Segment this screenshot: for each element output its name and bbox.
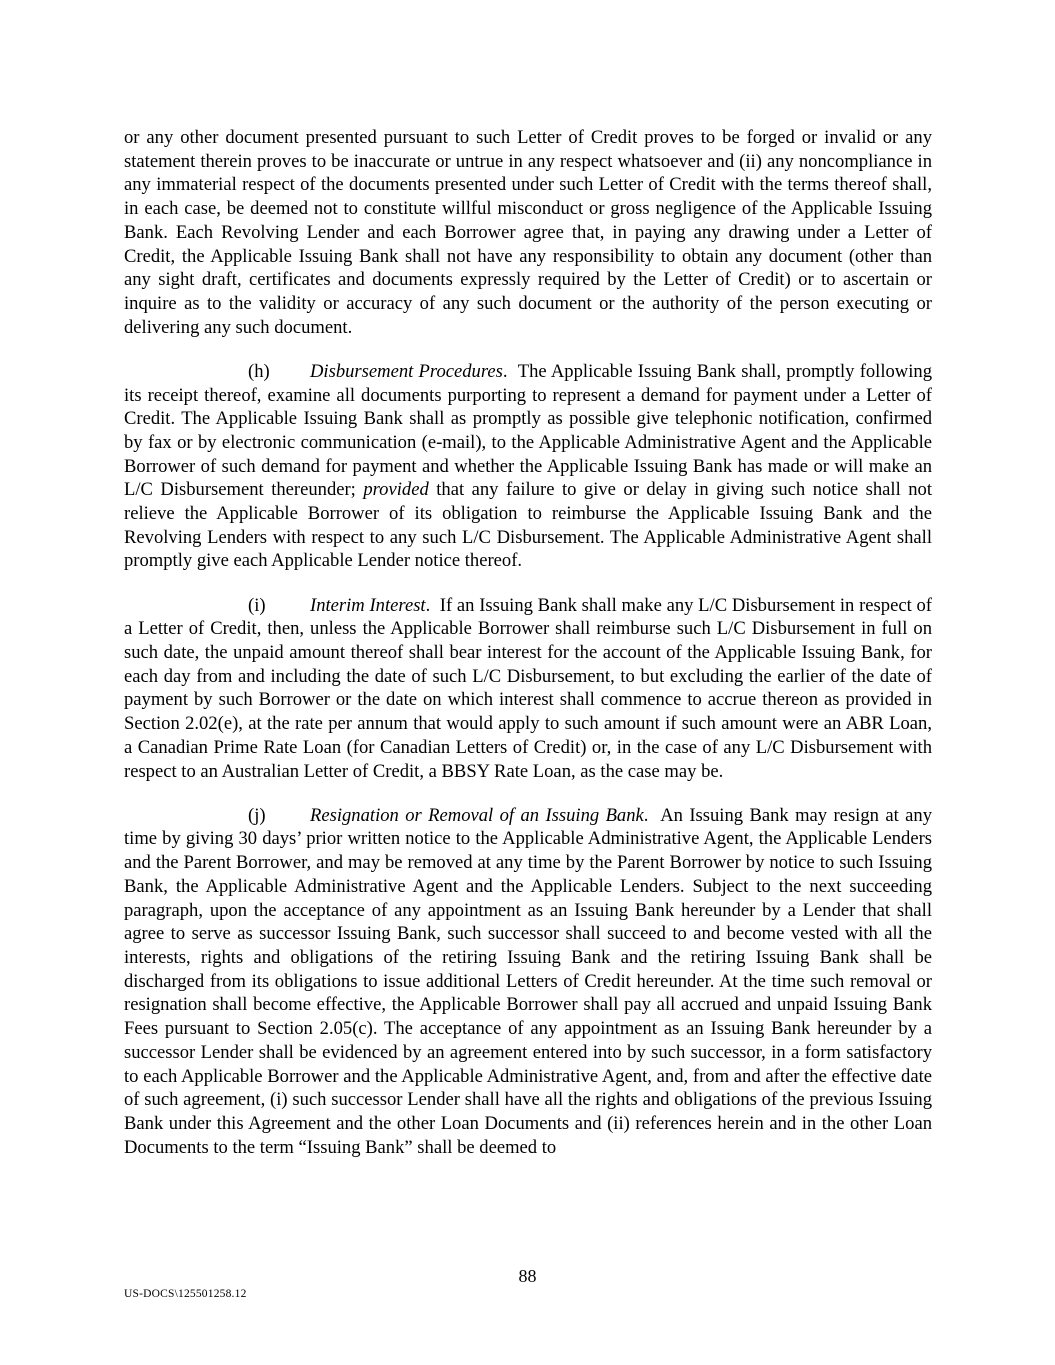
section-h-title-period: . bbox=[502, 360, 518, 382]
section-j-text: An Issuing Bank may resign at any time by giving 30 days’ prior written notice to the Applicable Administrative Agent, the Applicable Lenders and the Parent Borrower, and may be removed at any time by the Parent Borrower by notice to such Issuing Bank, the Applicable Administrative Agent and the Applicable Lenders. Subject to the next succeeding paragraph, upon the acceptance of any appointment as an Issuing Bank hereunder by a Lender that shall agree to serve as successor Issuing Bank, such successor shall succeed to and become vested with all the interests, rights and obligations of the retiring Issuing Bank and the retiring Issuing Bank shall be discharged from its obligations to issue additional Letters of Credit hereunder. At the time such removal or resignation shall become effective, the Applicable Borrower shall pay all accrued and unpaid Issuing Bank Fees pursuant to Section 2.05(c). The acceptance of any appointment as an Issuing Bank hereunder by a successor Lender shall be evidenced by an agreement entered into by such successor, in a form satisfactory to each Applicable Borrower and the Applicable Administrative Agent, and, from and after the effective date of such agreement, (i) such successor Lender shall have all the rights and obligations of the previous Issuing Bank under this Agreement and the other Loan Documents and (ii) references herein and in the other Loan Documents to the term “Issuing Bank” shall be deemed to bbox=[124, 804, 932, 1158]
paragraph-continuation-text: or any other document presented pursuant to such Letter of Credit proves to be forged or invalid or any statement therein proves to be inaccurate or untrue in any respect whatsoever and (ii) any noncompliance in any immaterial respect of the documents presented under such Letter of Credit with the terms thereof shall, in each case, be deemed not to constitute willful misconduct or gross negligence of the Applicable Issuing Bank. Each Revolving Lender and each Borrower agree that, in paying any drawing under a Letter of Credit, the Applicable Issuing Bank shall not have any responsibility to obtain any document (other than any sight draft, certificates and documents expressly required by the Letter of Credit) or to ascertain or inquire as to the validity or accuracy of any such document or the authority of the person executing or delivering any such document. bbox=[124, 127, 932, 338]
document-id-footer: US-DOCS\125501258.12 bbox=[124, 1288, 247, 1300]
section-h-paragraph bbox=[124, 360, 932, 573]
section-h-text-1: The Applicable Issuing Bank shall, promptly following its receipt thereof, examine all documents purporting to represent a demand for payment under a Letter of Credit. The Applicable Issuing Bank shall as promptly as possible give telephonic notification, confirmed by fax or by electronic communication (e-mail), to the Applicable Administrative Agent and the Applicable Borrower of such demand for payment and whether the Applicable Issuing Bank has made or will make an L/C Disbursement thereunder; bbox=[124, 360, 932, 501]
section-h-text-2: that any failure to give or delay in giving such notice shall not relieve the Applicable Borrower of its obligation to reimburse the Applicable Issuing Bank and the Revolving Lenders with respect to any such L/C Disbursement. The Applicable Administrative Agent shall promptly give each Applicable Lender notice thereof. bbox=[124, 479, 932, 572]
section-i-text: If an Issuing Bank shall make any L/C Disbursement in respect of a Letter of Credit, then, unless the Applicable Borrower shall reimburse such L/C Disbursement in full on such date, the unpaid amount thereof shall bear interest for the account of the Applicable Issuing Bank, for each day from and including the date of such L/C Disbursement, to but excluding the earlier of the date of payment by such Borrower or the date on which interest shall commence to accrue thereon as provided in Section 2.02(e), at the rate per annum that would apply to such amount if such amount were an ABR Loan, a Canadian Prime Rate Loan (for Canadian Letters of Credit) or, in the case of any L/C Disbursement with respect to an Australian Letter of Credit, a BBSY Rate Loan, as the case may be. bbox=[124, 594, 932, 782]
section-h-title: Disbursement Procedures bbox=[310, 360, 503, 382]
section-i-paragraph bbox=[124, 594, 932, 784]
page-number: 88 bbox=[518, 1266, 537, 1286]
section-i-title: Interim Interest bbox=[310, 594, 426, 616]
paragraph-continuation bbox=[124, 126, 932, 339]
section-h-emphasis: provided bbox=[363, 479, 429, 501]
section-j-label: (j) bbox=[248, 804, 266, 826]
document-body bbox=[124, 126, 932, 1180]
section-i-title-period: . bbox=[425, 594, 440, 616]
section-j-title: Resignation or Removal of an Issuing Bank bbox=[310, 804, 644, 826]
section-j-title-period: . bbox=[643, 804, 661, 826]
section-h-label: (h) bbox=[248, 360, 270, 382]
section-j-paragraph bbox=[124, 804, 932, 1160]
section-i-label: (i) bbox=[248, 594, 266, 616]
